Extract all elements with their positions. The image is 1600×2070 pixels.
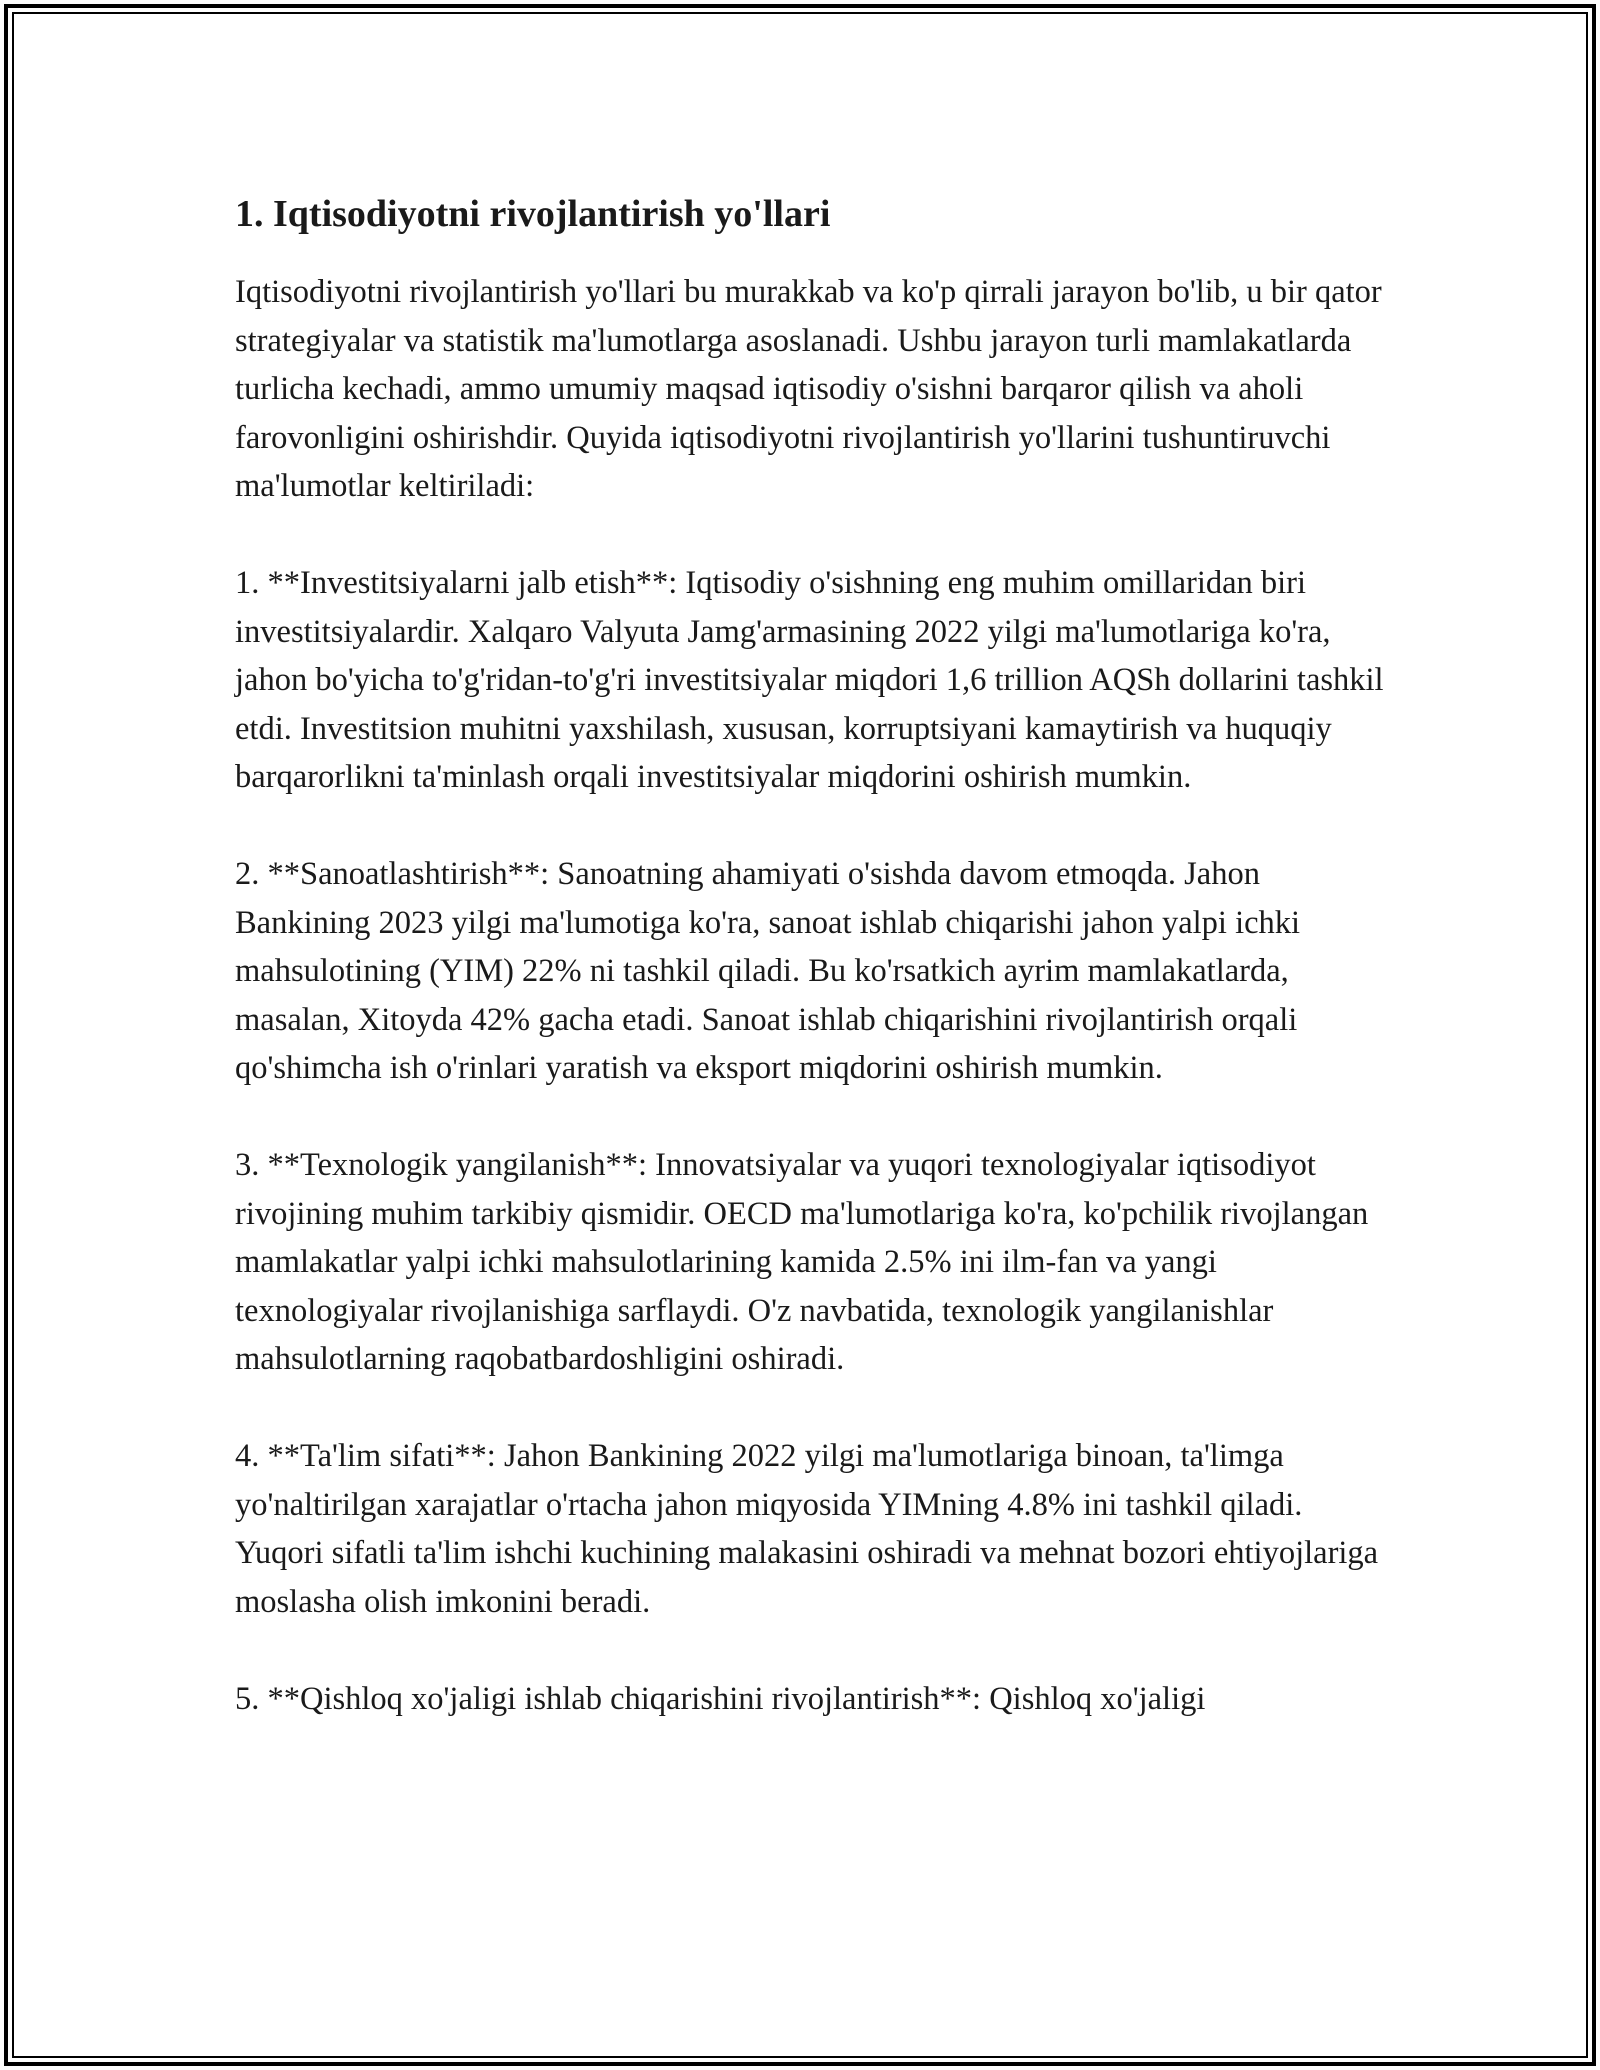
list-item-technology: 3. **Texnologik yangilanish**: Innovatsiyalar va yuqori texnologiyalar iqtisodiyot rivojining muhim tarkibiy qismidir. OECD ma'lumotlariga ko'ra, ko'pchilik rivojlangan mamlakatlar yalpi ichki mahsulotlarining kamida 2.5% ini ilm-fan va yangi texnologiyalar rivojlanishiga sarflaydi. O'z navbatida, texnologik yangilanishlar mahsulotlarning raqobatbardoshligini oshiradi. xyxy=(235,1147,1369,1377)
section-heading: 1. Iqtisodiyotni rivojlantirish yo'llari xyxy=(235,193,831,235)
list-item-education: 4. **Ta'lim sifati**: Jahon Bankining 2022 yilgi ma'lumotlariga binoan, ta'limga yo'naltirilgan xarajatlar o'rtacha jahon miqyosida YIMning 4.8% ini tashkil qiladi. Yuqori sifatli ta'lim ishchi kuchining malakasini oshiradi va mehnat bozori ehtiyojlariga moslasha olish imkonini beradi. xyxy=(235,1438,1379,1620)
document-body xyxy=(235,190,1385,1772)
intro-paragraph: Iqtisodiyotni rivojlantirish yo'llari bu murakkab va ko'p qirrali jarayon bo'lib, u bir qator strategiyalar va statistik ma'lumotlarga asoslanadi. Ushbu jarayon turli mamlakatlarda turlicha kechadi, ammo umumiy maqsad iqtisodiy o'sishni barqaror qilish va aholi farovonligini oshirishdir. Quyida iqtisodiyotni rivojlantirish yo'llarini tushuntiruvchi ma'lumotlar keltiriladi: xyxy=(235,274,1382,504)
list-item-investments: 1. **Investitsiyalarni jalb etish**: Iqtisodiy o'sishning eng muhim omillaridan biri investitsiyalardir. Xalqaro Valyuta Jamg'armasining 2022 yilgi ma'lumotlariga ko'ra, jahon bo'yicha to'g'ridan-to'g'ri investitsiyalar miqdori 1,6 trillion AQSh dollarini tashkil etdi. Investitsion muhitni yaxshilash, xususan, korruptsiyani kamaytirish va huquqiy barqarorlikni ta'minlash orqali investitsiyalar miqdorini oshirish mumkin. xyxy=(235,565,1384,795)
list-item-agriculture: 5. **Qishloq xo'jaligi ishlab chiqarishini rivojlantirish**: Qishloq xo'jaligi xyxy=(235,1680,1206,1717)
list-item-industrialization: 2. **Sanoatlashtirish**: Sanoatning ahamiyati o'sishda davom etmoqda. Jahon Bankining 2023 yilgi ma'lumotiga ko'ra, sanoat ishlab chiqarishi jahon yalpi ichki mahsulotining (YIM) 22% ni tashkil qiladi. Bu ko'rsatkich ayrim mamlakatlarda, masalan, Xitoyda 42% gacha etadi. Sanoat ishlab chiqarishini rivojlantirish orqali qo'shimcha ish o'rinlari yaratish va eksport miqdorini oshirish mumkin. xyxy=(235,856,1301,1086)
